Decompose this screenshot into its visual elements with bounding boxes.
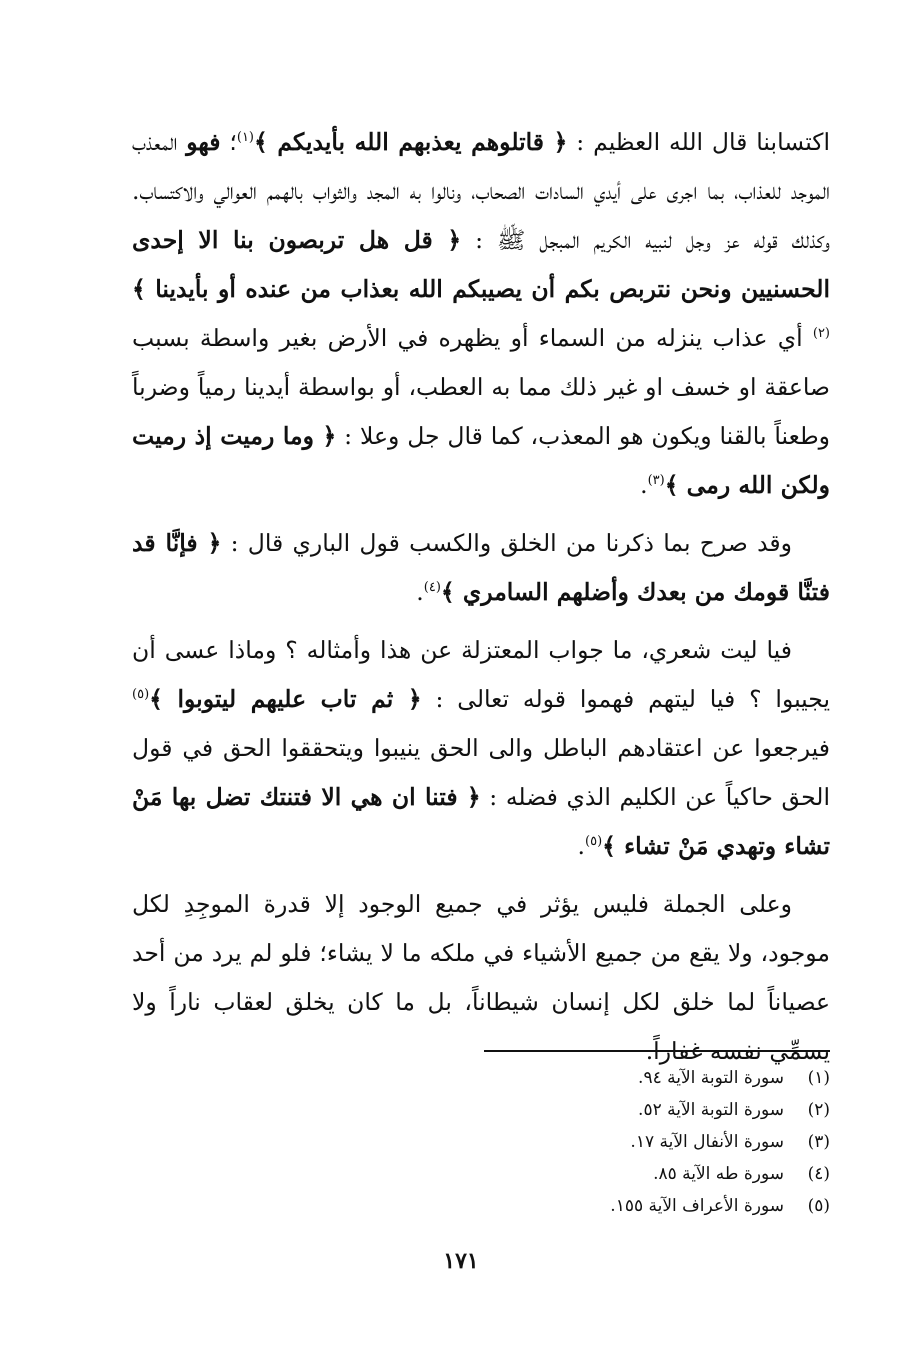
footnote-divider	[484, 1050, 830, 1052]
footnote-item	[450, 1126, 830, 1158]
footnote-text: سورة الأنفال الآية ١٧.	[630, 1132, 784, 1152]
text-run: فيا ليت شعري، ما جواب المعتزلة عن هذا وأمثاله ؟ وماذا عسى أن يجيبوا ؟ فيا ليتهم فهموا قوله تعالى :	[132, 636, 830, 713]
text-run: المعذب الموجد للعذاب، بما اجرى على أيدي السادات الصحاب، ونالوا به المجد والثواب بالهمم العوالي والاكتساب. وكذلك قوله عز وجل لنبيه الكريم المبجل ﷺ :	[132, 128, 830, 254]
footnote-item	[450, 1190, 830, 1222]
paragraph	[132, 118, 830, 510]
quran-verse: فهو	[186, 128, 221, 156]
footnote-item	[450, 1158, 830, 1190]
footnote-item	[450, 1062, 830, 1094]
footnote-ref: (٥)	[585, 834, 603, 850]
footnote-text: سورة التوبة الآية ٩٤.	[638, 1068, 784, 1088]
footnotes	[450, 1062, 830, 1222]
footnote-ref: (٥)	[132, 687, 150, 703]
quran-verse: ﴿ وما رميت إذ رميت ولكن الله رمى ﴾	[132, 422, 830, 499]
text-run: ؛	[220, 128, 237, 156]
text-run: اكتسابنا قال الله العظيم :	[567, 128, 830, 156]
page-number: ١٧١	[443, 1248, 479, 1274]
paragraph	[132, 519, 830, 617]
footnote-number: (٥)	[807, 1196, 830, 1216]
text-run: .	[416, 578, 424, 606]
quran-verse: ﴿ قاتلوهم يعذبهم الله بأيديكم ﴾	[254, 128, 568, 156]
paragraph	[132, 626, 830, 871]
footnote-text: سورة التوبة الآية ٥٢.	[638, 1100, 784, 1120]
footnote-number: (٤)	[807, 1164, 830, 1184]
quran-verse: ﴿ فتنا ان هي الا فتنتك تضل بها مَنْ تشاء وتهدي مَنْ تشاء ﴾	[132, 783, 830, 860]
paragraph	[132, 880, 830, 1076]
footnote-ref: (١)	[236, 130, 254, 146]
footnote-number: (٣)	[807, 1132, 830, 1152]
text-run: فيرجعوا عن اعتقادهم الباطل والى الحق ينيبوا ويتحققوا الحق في قول الحق حاكياً عن الكليم الذي فضله :	[132, 734, 830, 811]
text-run: .	[640, 471, 648, 499]
quran-verse: ﴿ قل هل تربصون بنا الا إحدى الحسنيين ونحن نتربص بكم أن يصيبكم الله بعذاب من عنده أو بأيدينا ﴾	[132, 226, 830, 303]
text-run: وعلى الجملة فليس يؤثر في جميع الوجود إلا قدرة الموجِدِ لكل موجود، ولا يقع من جميع الأشياء في ملكه ما لا يشاء؛ فلو لم يرد من أحد عصياناً لما خلق لكل إنسان شيطاناً، بل ما كان يخلق لعقاب ناراً ولا يسمِّي نفسه غفاراً.	[132, 890, 830, 1065]
text-run: أي عذاب ينزله من السماء أو يظهره في الأرض بغير واسطة بسبب صاعقة او خسف او غير ذلك مما به العطب، أو بواسطة أيدينا رمياً وضرباً وطعناً بالقنا ويكون هو المعذب، كما قال جل وعلا :	[132, 324, 830, 450]
quran-verse: ﴿ ثم تاب عليهم ليتوبوا ﴾	[149, 685, 422, 713]
text-run: وقد صرح بما ذكرنا من الخلق والكسب قول الباري قال :	[221, 529, 792, 557]
footnote-text: سورة طه الآية ٨٥.	[653, 1164, 784, 1184]
footnote-number: (٢)	[807, 1100, 830, 1120]
footnote-item	[450, 1094, 830, 1126]
footnote-ref: (٢)	[812, 326, 830, 342]
text-run: .	[577, 832, 585, 860]
footnote-ref: (٣)	[647, 473, 665, 489]
quran-verse: ﴿ فإنَّا قد فتنَّا قومك من بعدك وأضلهم السامري ﴾	[132, 529, 830, 606]
main-text	[132, 118, 830, 1076]
footnote-number: (١)	[807, 1068, 830, 1088]
footnote-text: سورة الأعراف الآية ١٥٥.	[610, 1196, 784, 1216]
footnote-ref: (٤)	[423, 580, 441, 596]
